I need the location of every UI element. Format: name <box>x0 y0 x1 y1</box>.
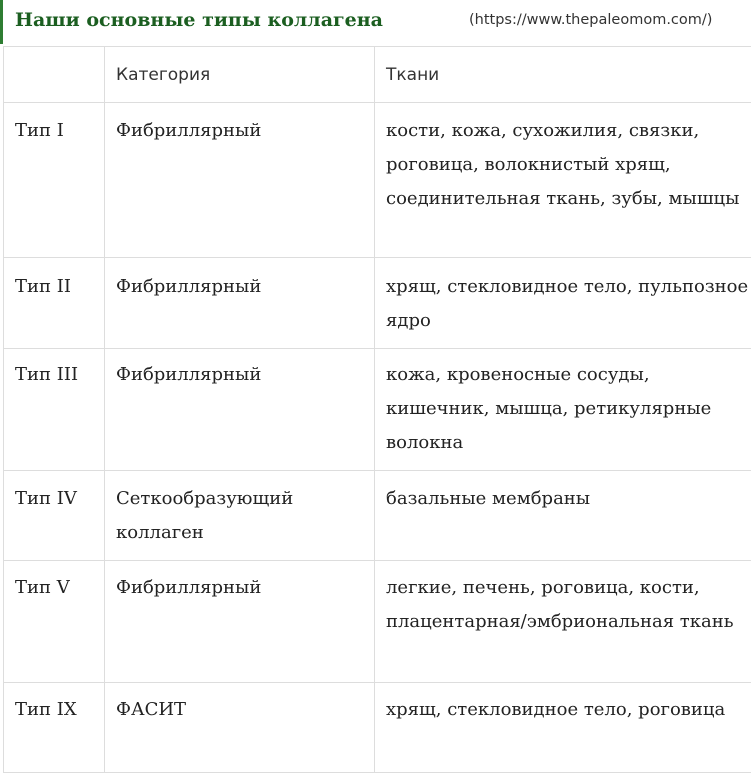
tissues-cell: хрящ, стекловидное тело, роговица <box>375 683 751 773</box>
table-row <box>4 103 751 258</box>
page-title: Наши основные типы коллагена <box>15 9 383 31</box>
category-cell: Фибриллярный <box>105 258 375 349</box>
table-row <box>4 471 751 561</box>
category-cell: Фибриллярный <box>105 103 375 258</box>
type-cell: Тип II <box>4 258 105 349</box>
type-cell: Тип III <box>4 349 105 471</box>
table-row <box>4 349 751 471</box>
column-header-tissues: Ткани <box>375 47 751 103</box>
table-header-row <box>4 47 751 103</box>
table-row <box>4 683 751 773</box>
category-cell: Сеткообразующий коллаген <box>105 471 375 561</box>
category-cell: Фибриллярный <box>105 349 375 471</box>
tissues-cell: кости, кожа, сухожилия, связки, роговица, волокнистый хрящ, соединительная ткань, зубы, мышцы <box>375 103 751 258</box>
tissues-cell: кожа, кровеносные сосуды, кишечник, мышца, ретикулярные волокна <box>375 349 751 471</box>
table-row <box>4 561 751 683</box>
type-cell: Тип I <box>4 103 105 258</box>
category-cell: Фибриллярный <box>105 561 375 683</box>
type-cell: Тип IX <box>4 683 105 773</box>
source-link[interactable]: (https://www.thepaleomom.com/) <box>469 12 712 28</box>
category-cell: ФАСИТ <box>105 683 375 773</box>
tissues-cell: хрящ, стекловидное тело, пульпозное ядро <box>375 258 751 349</box>
collagen-types-table <box>3 46 751 773</box>
page-header <box>0 0 751 44</box>
tissues-cell: легкие, печень, роговица, кости, плацентарная/эмбриональная ткань <box>375 561 751 683</box>
table-row <box>4 258 751 349</box>
tissues-cell: базальные мембраны <box>375 471 751 561</box>
column-header-type <box>4 47 105 103</box>
type-cell: Тип IV <box>4 471 105 561</box>
column-header-category: Категория <box>105 47 375 103</box>
type-cell: Тип V <box>4 561 105 683</box>
